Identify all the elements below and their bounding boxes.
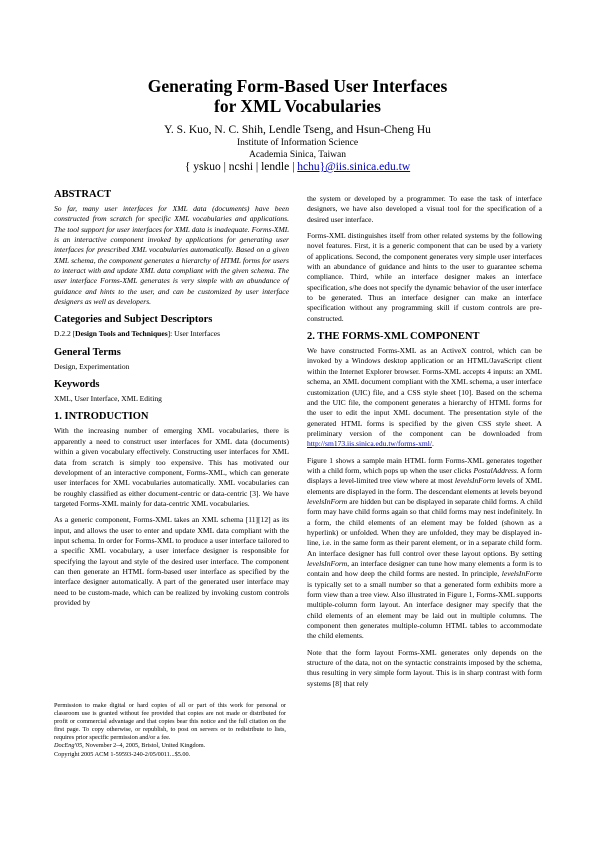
s2p2-part-f: is typically set to a small number so that a generated form exhibits more a form view than a tree view. Also illustrated in Figure 1, Forms-XML supports multiple-column form layout. An interface designer may specify that the child elements of an element may be laid out in multiple columns. The component then generates multiple-column HTML tables to accommodate the child elements. — [307, 579, 542, 641]
right-column — [307, 194, 542, 695]
s2p2-part-c: levels of XML elements are displayed in the form. The descendant elements at levels beyond — [307, 476, 542, 496]
s2p2-italic-levels-2: levelsInForm — [307, 496, 348, 506]
section-2-heading: 2. THE FORMS-XML COMPONENT — [307, 331, 480, 343]
affiliation-institute: Institute of Information Science — [236, 138, 359, 148]
s2p2-part-e: , an interface designer can tune how many elements a form is to contain and how deep the child forms are nested. In principle, — [307, 559, 542, 579]
venue-name: DocEng'05 — [54, 742, 83, 750]
s2p2-italic-levels-1: levelsInForm — [454, 476, 496, 486]
download-link[interactable]: http://sm173.iis.sinica.edu.tw/forms-xml/ — [307, 439, 432, 449]
categories-text — [54, 329, 289, 339]
abstract-text: So far, many user interfaces for XML data (documents) have been constructed from scratch for specific XML vocabularies and applications. The tool support for user interfaces for XML data is inadequate. Forms-XML is an interactive component invoked by applications for generating user interfaces for prescribed XML vocabularies automatically. Based on a given XML schema, the component generates a hierarchy of HTML forms for users to interact with and update XML data compliant with the given schema. The user interface Forms-XML generates is very simple with an abundance of guidance and hints to the user, and can be customized by user interface designers as well as developers. — [54, 204, 289, 307]
s2p1-text: We have constructed Forms-XML as an ActiveX control, which can be invoked by a Windows desktop application or an HTML/JavaScript client within the Internet Explorer browser. Forms-XML accepts 4 inputs: an XML schema, an XML document compliant with the XML schema, a user interface customization (UIC) file, and a CSS style sheet [10]. Based on the schema and the UIC file, the component generates a hierarchy of HTML forms for the user to edit the input XML document. The presentation style of the generated HTML forms is specified by the given CSS style sheet. A preliminary version of the component can be downloaded from — [307, 346, 542, 438]
keywords-heading: Keywords — [54, 379, 100, 391]
s2p2-part-a: Figure 1 shows a sample main HTML form Forms-XML generates together with a child form, which pops up when the user clicks — [307, 455, 542, 475]
author-list: Y. S. Kuo, N. C. Shih, Lendle Tseng, and Hsun-Cheng Hu — [164, 124, 431, 136]
email-link[interactable]: hchu}@iis.sinica.edu.tw — [297, 161, 411, 173]
copyright-footnote — [54, 702, 286, 759]
section-2-paragraph-2 — [307, 456, 542, 642]
categories-term: Design Tools and Techniques — [75, 329, 168, 339]
s2p2-part-d: are hidden but can be displayed in separate child forms. A child form may have child forms again so that child forms may nest indefinitely. In a form, the child elements of an element may be folded (shown as a hyperlink) or unfolded. When they are unfolded, they may be displayed in-line, i.e. in the same form as their parent element, or in a separate child form. An interface designer has full control over these layout options. By setting — [307, 496, 542, 558]
novel-features-paragraph: Forms-XML distinguishes itself from other related systems by the following novel features. First, it is a generic component that can be used by a variety of applications. Second, the component generates very simple user interfaces with an abundance of guidance and hints to the user to guarantee schema compliance. Third, while an interface designer makes an interface specification, s/he does not specify the dynamic behavior of the user interface to be generated. Thus an interface designer can make an interface specification without any programming skill if custom controls are pre-constructed. — [307, 231, 542, 323]
author-emails — [0, 160, 595, 174]
title-line-2: for XML Vocabularies — [214, 96, 381, 116]
introduction-paragraph-1: With the increasing number of emerging XML vocabularies, there is apparently a need to construct user interfaces for XML data (documents) within a given vocabulary effectively. Constructing user interfaces for XML data from scratch is simply too expensive. This has motivated our development of an interactive component, Forms-XML, which can generate user interfaces for XML vocabularies automatically. XML vocabularies can be roughly classified as either document-centric or data-centric [3]. We have targeted Forms-XML mainly for data-centric XML vocabularies. — [54, 426, 289, 508]
s2p1-end: . — [431, 439, 434, 449]
categories-code: D.2.2 [ — [54, 329, 76, 339]
s2p2-part-b: . A form displays a level-limited tree view where at most — [307, 465, 542, 486]
permission-notice: Permission to make digital or hard copies of all or part of this work for personal or classroom use is granted without fee provided that copies are not made or distributed for profit or commercial advantage and that copies bear this notice and the full citation on the first page. To copy otherwise, or republish, to post on servers or to redistribute to lists, requires prior specific permission and/or a fee. — [54, 702, 286, 742]
s2p2-italic-postal-address: PostalAddress — [473, 465, 517, 475]
left-column — [54, 188, 289, 614]
email-prefix: { yskuo | ncshi | lendle | — [184, 161, 298, 173]
title-line-1: Generating Form-Based User Interfaces — [147, 76, 448, 96]
intro-continued-paragraph: the system or developed by a programmer. To ease the task of interface designers, we have also developed a visual tool for the specification of a desired user interface. — [307, 194, 542, 224]
venue-details: , November 2–4, 2005, Bristol, United Kingdom. — [82, 742, 206, 750]
venue-line — [54, 742, 286, 750]
s2p2-italic-levels-3: levelsInForm — [307, 559, 348, 568]
general-terms-heading: General Terms — [54, 346, 121, 358]
keywords-text: XML, User Interface, XML Editing — [54, 394, 162, 404]
introduction-heading: 1. INTRODUCTION — [54, 411, 149, 423]
copyright-line: Copyright 2005 ACM 1-59593-240-2/05/0011...$5.00. — [54, 750, 191, 758]
section-2-paragraph-1 — [307, 346, 542, 449]
abstract-heading: ABSTRACT — [54, 189, 112, 200]
paper-title — [0, 76, 595, 116]
general-terms-text: Design, Experimentation — [54, 361, 130, 371]
section-2-paragraph-3: Note that the form layout Forms-XML generates only depends on the structure of the data, not on the syntactic constraints imposed by the schema, thus resulting in very simple form layout. This is in sharp contrast with form systems [8] that rely — [307, 647, 542, 688]
categories-rest: ]: User Interfaces — [167, 329, 221, 339]
affiliation-location: Academia Sinica, Taiwan — [248, 150, 347, 160]
introduction-paragraph-2: As a generic component, Forms-XML takes an XML schema [11][12] as its input, and allows the user to enter and update XML data compliant with the input schema. In order for Forms-XML to produce a user interface tailored to a specific XML vocabulary, a user interface designer is responsible for specifying the layout and style of the desired user interface. The component can then generate an HTML form-based user interface as specified by the interface designer automatically. A part of the generated user interface may need to be custom-made, which can be realized by invoking custom controls provided by — [54, 515, 289, 607]
categories-heading: Categories and Subject Descriptors — [54, 314, 213, 326]
s2p2-italic-levels-4: levelsInForm — [501, 569, 542, 579]
